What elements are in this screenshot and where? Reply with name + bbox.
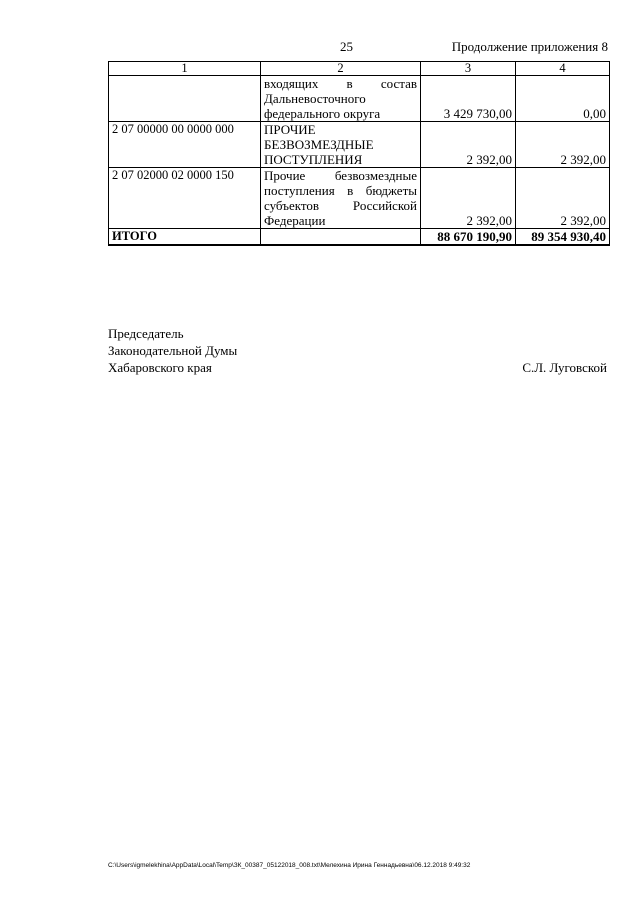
name-line: Федерации — [264, 213, 326, 228]
name-line: входящих в состав — [264, 76, 417, 91]
table-row — [109, 76, 610, 122]
row-name — [261, 168, 421, 229]
total-col3-value: 88 670 190,90 — [421, 229, 516, 246]
column-header: 4 — [516, 62, 610, 76]
column-number-row — [109, 62, 610, 76]
page-number: 25 — [340, 39, 353, 54]
signatory-title-line: Законодательной Думы — [108, 343, 238, 358]
name-line: субъектов Российской — [264, 198, 417, 213]
total-label: ИТОГО — [109, 229, 261, 246]
name-line: ПОСТУПЛЕНИЯ — [264, 152, 363, 167]
name-line: БЕЗВОЗМЕЗДНЫЕ — [264, 137, 374, 152]
row-name — [261, 122, 421, 168]
signatory-title-line: Председатель — [108, 326, 184, 341]
row-col3-value: 3 429 730,00 — [421, 76, 516, 122]
name-line: федерального округа — [264, 106, 381, 121]
name-line: ПРОЧИЕ — [264, 122, 316, 137]
name-line: поступления в бюджеты — [264, 183, 417, 198]
column-header: 1 — [109, 62, 261, 76]
budget-table — [108, 61, 610, 246]
row-col3-value: 2 392,00 — [421, 122, 516, 168]
footer-file-path: C:\Users\igmelekhina\AppData\Local\Temp\ЗК_00387_05122018_008.txt\Мелехина Ирина Геннадьевна\06.12.2018 9:49:32 — [108, 862, 471, 869]
row-col4-value: 2 392,00 — [516, 122, 610, 168]
continuation-label: Продолжение приложения 8 — [451, 39, 608, 54]
row-col4-value: 0,00 — [516, 76, 610, 122]
total-col4-value: 89 354 930,40 — [516, 229, 610, 246]
column-header: 3 — [421, 62, 516, 76]
row-col4-value: 2 392,00 — [516, 168, 610, 229]
row-code — [109, 76, 261, 122]
column-header: 2 — [261, 62, 421, 76]
table-row — [109, 122, 610, 168]
row-code: 2 07 02000 02 0000 150 — [109, 168, 261, 229]
row-col3-value: 2 392,00 — [421, 168, 516, 229]
total-empty-cell — [261, 229, 421, 246]
name-line: Дальневосточного — [264, 91, 366, 106]
signatory-name: С.Л. Луговской — [522, 360, 607, 375]
name-line: Прочие безвозмездные — [264, 168, 417, 183]
row-name — [261, 76, 421, 122]
signatory-title-line: Хабаровского края — [108, 360, 212, 375]
row-code: 2 07 00000 00 0000 000 — [109, 122, 261, 168]
total-row — [109, 229, 610, 246]
signature-block — [108, 325, 609, 376]
table-row — [109, 168, 610, 229]
